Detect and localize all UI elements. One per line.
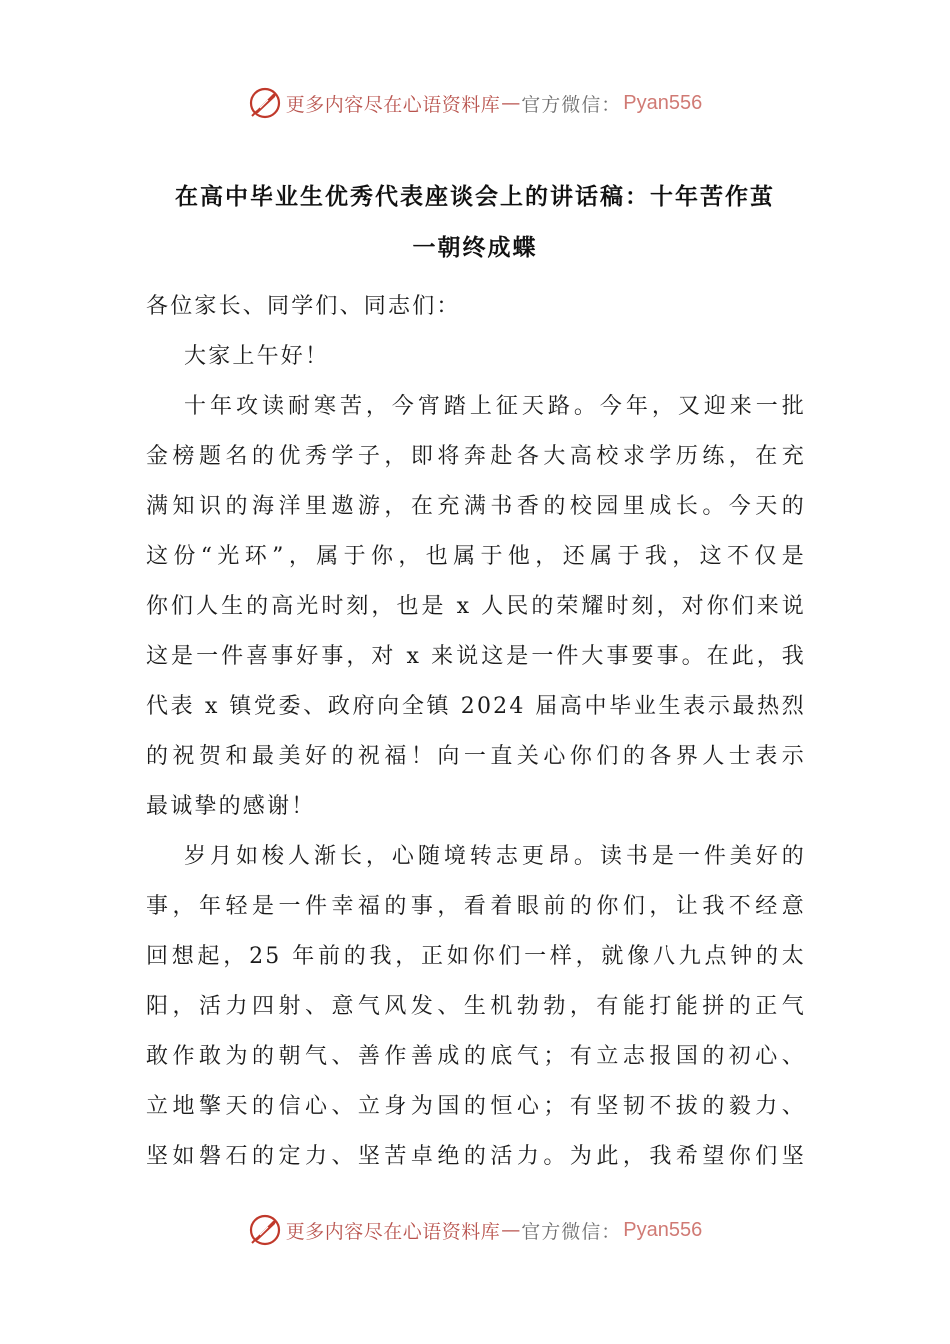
- paragraph-line: 岁月如梭人渐长，心随境转志更昂。读书是一件美好的: [184, 844, 806, 869]
- salutation: 各位家长、同学们、同志们：: [146, 294, 461, 319]
- document-body: [146, 288, 806, 1188]
- banner-wechat-id: Pyan556: [623, 1218, 703, 1241]
- paragraph-line: 阳，活力四射、意气风发、生机勃勃，有能打能拼的正气: [146, 994, 806, 1019]
- paragraph-line: 的祝贺和最美好的祝福！向一直关心你们的各界人士表示: [146, 744, 806, 769]
- paragraph-line: 事，年轻是一件幸福的事，看着眼前的你们，让我不经意: [146, 894, 806, 919]
- greeting: 大家上午好！: [184, 344, 330, 369]
- paragraph-line: 回想起，25 年前的我，正如你们一样，就像八九点钟的太: [146, 944, 806, 969]
- header-banner: [0, 83, 950, 123]
- banner-brand-text: 更多内容尽在心语资料库: [285, 1220, 501, 1243]
- paragraph-line: 满知识的海洋里遨游，在充满书香的校园里成长。今天的: [146, 494, 806, 519]
- banner-dash: —: [501, 1219, 521, 1241]
- paragraph-line: 金榜题名的优秀学子，即将奔赴各大高校求学历练，在充: [146, 444, 806, 469]
- paragraph-line: 坚如磐石的定力、坚苦卓绝的活力。为此，我希望你们坚: [146, 1144, 806, 1169]
- banner-official-label: 官方微信：: [521, 93, 622, 116]
- paragraph-1: [146, 388, 806, 838]
- footer-banner: [0, 1210, 950, 1250]
- document-title-line-1: 在高中毕业生优秀代表座谈会上的讲话稿：十年苦作茧: [175, 184, 775, 210]
- paragraph-line: 你们人生的高光时刻，也是 x 人民的荣耀时刻，对你们来说: [146, 594, 806, 619]
- paragraph-line: 最诚挚的感谢！: [146, 794, 316, 819]
- banner-dash: —: [501, 92, 521, 114]
- paragraph-line: 这是一件喜事好事，对 x 来说这是一件大事要事。在此，我: [146, 644, 806, 669]
- document-title-line-2: 一朝终成蝶: [412, 235, 538, 261]
- banner-brand-text: 更多内容尽在心语资料库: [285, 93, 501, 116]
- banner-official-label: 官方微信：: [521, 1220, 622, 1243]
- paragraph-line: 代表 x 镇党委、政府向全镇 2024 届高中毕业生表示最热烈: [146, 694, 806, 719]
- quill-pen-logo-icon: [248, 86, 282, 120]
- paragraph-line: 敢作敢为的朝气、善作善成的底气；有立志报国的初心、: [146, 1044, 806, 1069]
- paragraph-2: [146, 838, 806, 1188]
- quill-pen-logo-icon: [248, 1213, 282, 1247]
- paragraph-line: 这份“光环”，属于你，也属于他，还属于我，这不仅是: [146, 544, 806, 569]
- paragraph-line: 立地擎天的信心、立身为国的恒心；有坚韧不拔的毅力、: [146, 1094, 806, 1119]
- paragraph-line: 十年攻读耐寒苦，今宵踏上征天路。今年，又迎来一批: [184, 394, 806, 419]
- banner-wechat-id: Pyan556: [623, 91, 703, 114]
